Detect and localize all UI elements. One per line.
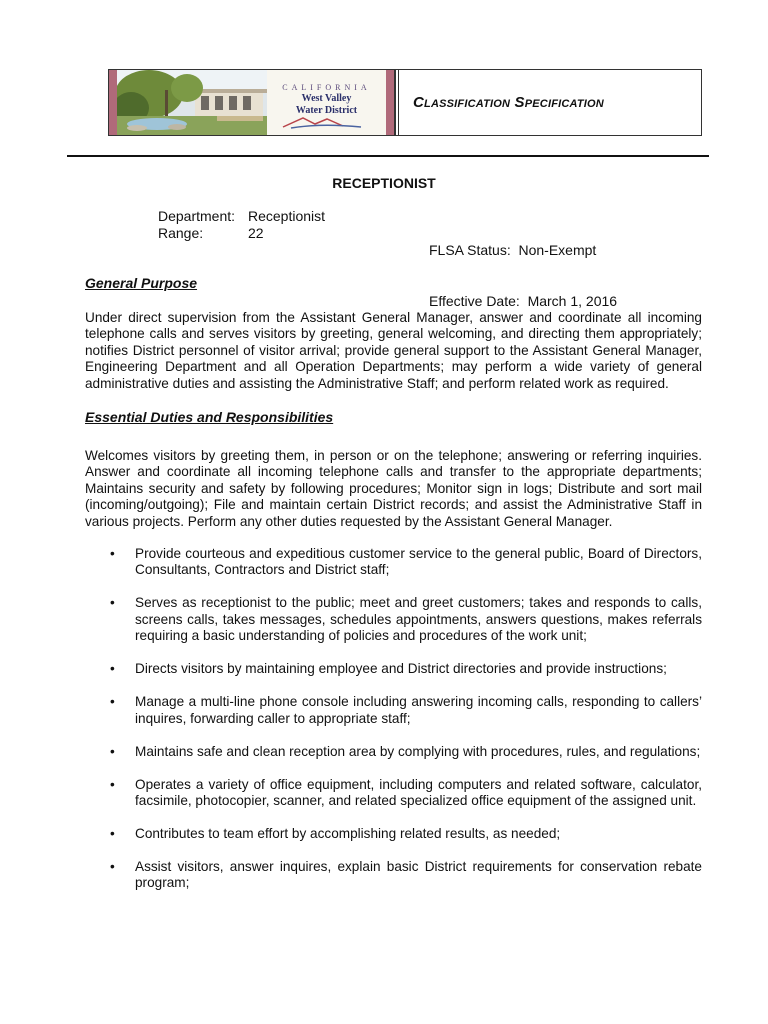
department-label: Department: [158,208,236,224]
bullet-icon: • [110,595,115,611]
duty-list-item [110,826,702,842]
range-label: Range: [158,225,204,241]
duty-list-item [110,546,702,579]
bullet-icon: • [110,546,115,561]
general-purpose-text: Under direct supervision from the Assistant General Manager, answer and coordinate all incoming telephone calls and serves visitors by greeting, general welcoming, and directing them appropriately; notifies District personnel of visitor arrival; provide general support to the Assistant General Manager, Engineering Department and all Operation Departments; may perform a wide variety of general administrative duties and assisting the Administrative Staff; and perform related work as required. [85,310,702,391]
duty-text: Serves as receptionist to the public; meet and greet customers; takes and responds to calls, screens calls, takes messages, schedules appointments, answers questions, makes referrals requiring a basic understanding of policies and procedures of the work unit; [135,595,702,644]
meta-left [158,208,325,242]
duty-text: Contributes to team effort by accomplishing related results, as needed; [135,826,561,842]
document-header [108,69,702,136]
document-type-title: Classification Specification [413,94,604,111]
bullet-icon: • [110,776,115,792]
department-value: Receptionist [248,208,326,224]
duty-list-item [110,595,702,644]
bullet-icon: • [110,859,115,875]
duties-intro-text: Welcomes visitors by greeting them, in person or on the telephone; answering or referring inquiries. Answer and coordinate all incoming telephone calls and transfer to the appropriate departments; Maintains security and safety by following procedures; Monitor sign in logs; Distribute and sort mail (incoming/outgoing); File and maintain certain District records; and assist the Administrative Staff in various projects. Perform any other duties requested by the Assistant General Manager. [85,448,702,529]
position-title: RECEPTIONIST [332,175,436,191]
district-banner [109,70,395,135]
flsa-status: FLSA Status: Non-Exempt [429,242,597,258]
header-divider [67,155,709,157]
duties-list [110,546,702,908]
duties-heading: Essential Duties and Responsibilities [85,409,334,425]
duty-text: Operates a variety of office equipment, including computers and related software, calculator, facsimile, photocopier, scanner, and related specialized office equipment of the assigned unit. [135,776,702,809]
effective-date: Effective Date: March 1, 2016 [429,293,618,309]
header-title-area [395,70,701,135]
duty-text: Directs visitors by maintaining employee and District directories and provide instructions; [135,661,667,677]
banner-border-right [386,70,394,135]
duty-text: Manage a multi-line phone console including answering incoming calls, responding to callers’ inquires, forwarding caller to appropriate staff; [135,694,702,726]
duty-list-item [110,694,702,727]
bullet-icon: • [110,826,115,842]
duty-list-item [110,744,702,760]
duty-list-item [110,661,702,677]
logo-state-label: CALIFORNIA [282,83,371,92]
building-photo [117,70,267,135]
range-value: 22 [248,225,264,241]
mountain-icon [281,115,369,129]
duty-text: Assist visitors, answer inquires, explain basic District requirements for conservation rebate program; [135,859,702,891]
bullet-icon: • [110,661,115,677]
duty-text: Maintains safe and clean reception area by complying with procedures, rules, and regulations; [135,743,701,759]
general-purpose-heading: General Purpose [85,275,198,291]
logo-name-line2: Water District [295,105,358,116]
logo-name-line1: West Valley [301,93,352,104]
bullet-icon: • [110,694,115,710]
duty-list-item [110,859,702,892]
duty-list-item [110,777,702,810]
bullet-icon: • [110,743,115,759]
district-logo [267,70,386,135]
banner-border-left [109,70,117,135]
duty-text: Provide courteous and expeditious customer service to the general public, Board of Directors, Consultants, Contractors and District staff; [135,546,702,578]
